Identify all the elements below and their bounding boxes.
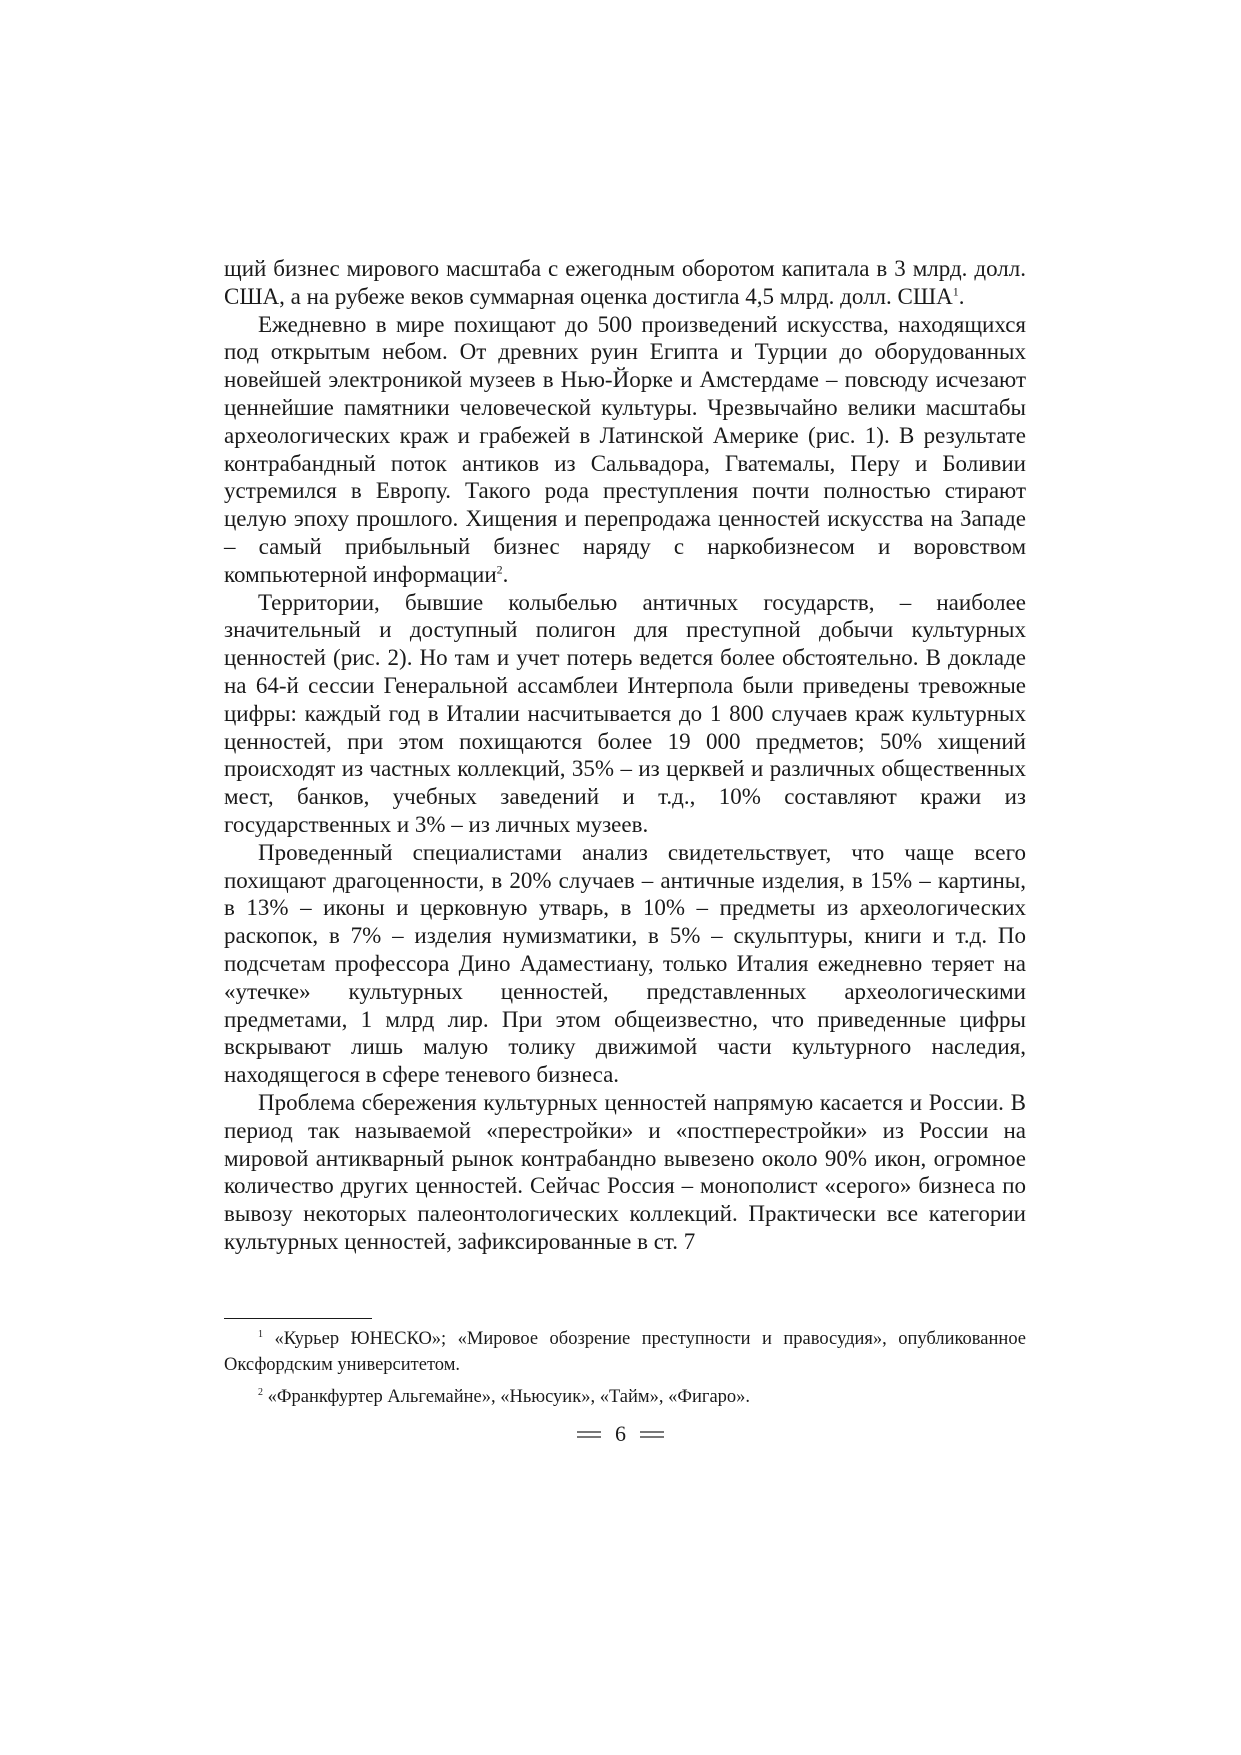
paragraph-4: Проведенный специалистами анализ свидетельствует, что чаще всего похищают драгоценности, в 20% случаев – античные изделия, в 15% – картины, в 13% – иконы и церковную утварь, в 10% – предметы из археологических раскопок, в 7% – изделия нумизматики, в 5% – скульптуры, книги и т.д. По подсчетам профессора Дино Адаместиану, только Италия ежедневно теряет на «утечке» культурных ценностей, представленных археологическими предметами, 1 млрд лир. При этом общеизвестно, что приведенные цифры вскрывают лишь малую толику движимой части культурного наследия, находящегося в сфере теневого бизнеса.: [224, 839, 1026, 1088]
footnote-divider: [224, 1318, 372, 1319]
footnote-text-2: «Франкфуртер Альгемайне», «Ньюсуик», «Тайм», «Фигаро».: [267, 1387, 751, 1407]
double-dash-ornament-left: [577, 1431, 601, 1438]
paragraph-1: щий бизнес мирового масштаба с ежегодным оборотом капитала в 3 млрд. долл. США, а на рубеже веков суммарная оценка достигла 4,5 млрд. долл. США$^1$.: [224, 256, 1026, 309]
paragraph-3: Территории, бывшие колыбелью античных государств, – наиболее значительный и доступный полигон для преступной добычи культурных ценностей (рис. 2). Но там и учет потерь ведется более обстоятельно. В докладе на 64-й сессии Генеральной ассамблеи Интерпола были приведены тревожные цифры: каждый год в Италии насчитывается до 1 800 случаев краж культурных ценностей, при этом похищаются более 19 000 предметов; 50% хищений происходят из частных коллекций, 35% – из церквей и различных общественных мест, банков, учебных заведений и т.д., 10% составляют кражи из государственных и 3% – из личных музеев.: [224, 589, 1026, 837]
double-dash-ornament-right: [640, 1431, 664, 1438]
page-body-text: [224, 255, 1026, 1256]
footnote-1: [224, 1326, 1026, 1378]
footnote-number-1: 1: [258, 1328, 263, 1340]
page-number: 6: [615, 1421, 626, 1446]
footnote-ref-1[interactable]: 1: [952, 284, 959, 299]
footnotes: [224, 1326, 1026, 1416]
paragraph-2: Ежедневно в мире похищают до 500 произведений искусства, находящихся под открытым небом. От древних руин Египта и Турции до оборудованных новейшей электроникой музеев в Нью-Йорке и Амстердаме – повсюду исчезают ценнейшие памятники человеческой культуры. Чрезвычайно велики масштабы археологических краж и грабежей в Латинской Америке (рис. 1). В результате контрабандный поток антиков из Сальвадора, Гватемалы, Перу и Боливии устремился в Европу. Такого рода преступления почти полностью стирают целую эпоху прошлого. Хищения и перепродажа ценностей искусства на Западе – самый прибыльный бизнес наряду с наркобизнесом и воровством компьютерной информации$^2$.: [224, 311, 1026, 587]
footnote-text-1: «Курьер ЮНЕСКО»; «Мировое обозрение преступности и правосудия», опубликованное Оксфордским университетом.: [224, 1329, 1027, 1375]
footnote-number-2: 2: [258, 1386, 263, 1398]
footnote-2: [224, 1384, 1026, 1410]
footnote-ref-2[interactable]: 2: [496, 562, 503, 577]
page-number-footer: [0, 1419, 1241, 1449]
paragraph-5: Проблема сбережения культурных ценностей напрямую касается и России. В период так называемой «перестройки» и «постперестройки» из России на мировой антикварный рынок контрабандно вывезено около 90% икон, огромное количество других ценностей. Сейчас Россия – монополист «серого» бизнеса по вывозу некоторых палеонтологических коллекций. Практически все категории культурных ценностей, зафиксированные в ст. 7: [224, 1089, 1026, 1254]
